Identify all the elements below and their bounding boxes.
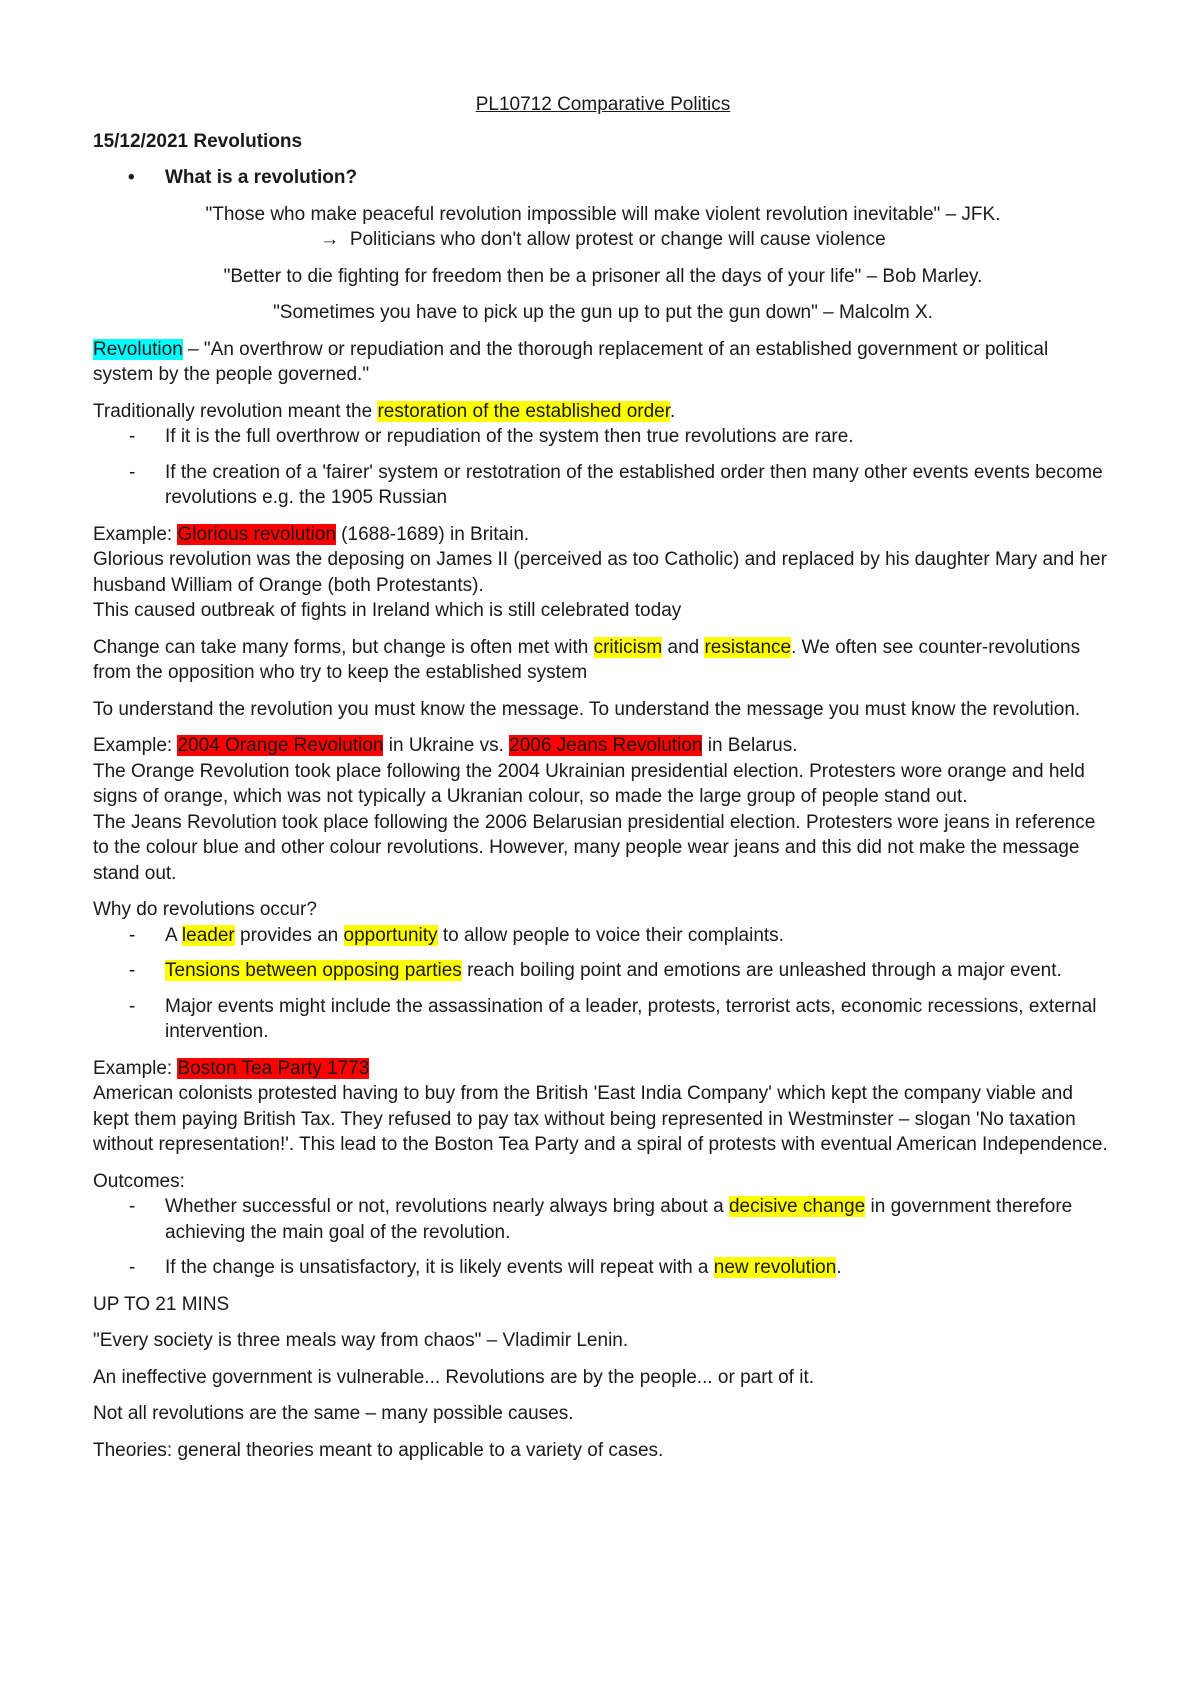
list-item [93,460,1113,511]
not-all-paragraph: Not all revolutions are the same – many possible causes. [93,1403,574,1424]
list-item-text: reach boiling point and emotions are unleashed through a major event. [461,960,1062,981]
list-item-text: If it is the full overthrow or repudiation of the system then true revolutions are rare. [165,426,854,447]
why-heading: Why do revolutions occur? [93,899,317,920]
quote-jfk-note [93,227,1113,253]
definition-text: – "An overthrow or repudiation and the thorough replacement of an established government or political system by the people governed." [93,338,1049,385]
quote-jfk: "Those who make peaceful revolution impossible will make violent revolution inevitable" – JFK. [205,203,1001,225]
list-item [93,1194,1113,1245]
definition-paragraph [93,337,1113,388]
orange-jeans-example [93,733,1113,759]
dash-marker: - [129,924,136,946]
traditional-list [93,424,1113,511]
list-item-text: If the change is unsatisfactory, it is likely events will repeat with a [165,1257,714,1278]
highlight-tensions: Tensions between opposing parties [165,960,462,981]
list-item [93,994,1113,1045]
outcomes-list [93,1194,1113,1281]
document-page [93,92,1113,1474]
list-item-text: A [165,924,182,946]
traditional-paragraph [93,399,1113,425]
dash-marker: - [129,426,136,447]
dash-marker: - [129,960,136,981]
lenin-quote: "Every society is three meals way from chaos" – Vladimir Lenin. [93,1330,629,1351]
list-item-text: If the creation of a 'fairer' system or restotration of the established order then many other events events become revolutions e.g. the 1905 Russian [165,461,1103,508]
highlight-established-order: restoration of the established order [377,400,671,422]
glorious-description: Glorious revolution was the deposing on James II (perceived as too Catholic) and replaced by his daughter Mary and her husband William of Orange (both Protestants). [93,549,1107,596]
list-item [93,923,1113,949]
arrow-icon: → [320,229,340,250]
example-label: Example: [93,1057,178,1079]
highlight-new-revolution: new revolution [713,1257,837,1278]
traditional-end: . [670,400,676,422]
highlight-decisive-change: decisive change [728,1196,866,1217]
outcomes-heading: Outcomes: [93,1170,185,1192]
definition-term: Revolution [93,338,183,360]
example-label: Example: [93,735,178,756]
list-item [93,958,1113,984]
up-to-note: UP TO 21 MINS [93,1293,230,1315]
theories-paragraph: Theories: general theories meant to applicable to a variety of cases. [93,1439,664,1461]
change-mid: and [662,636,705,658]
dash-marker: - [129,1196,136,1217]
highlight-leader: leader [181,924,235,946]
change-end: . We often see counter-revolutions from the opposition who try to keep the established system [93,636,1081,683]
understand-paragraph: To understand the revolution you must know the message. To understand the message you must know the revolution. [93,698,1081,720]
highlight-opportunity: opportunity [343,924,438,946]
list-item [93,424,1113,450]
date-heading: 15/12/2021 Revolutions [93,130,303,152]
dash-marker: - [129,461,136,483]
quote-jfk-note-text: Politicians who don't allow protest or change will cause violence [349,229,886,250]
jeans-description: The Jeans Revolution took place following the 2006 Belarusian presidential election. Protesters wore jeans in reference to the colour blue and other colour revolutions. However, many people wear jeans and this did not make the message stand out. [93,811,1096,884]
traditional-text: Traditionally revolution meant the [93,400,378,422]
list-item-text: provides an [234,924,344,946]
highlight-orange-revolution: 2004 Orange Revolution [177,735,384,756]
highlight-criticism: criticism [593,636,663,658]
list-item [93,1255,1113,1281]
list-item-text: Whether successful or not, revolutions nearly always bring about a [165,1196,729,1217]
section-heading [93,165,1113,191]
section-heading-text: What is a revolution? [165,167,358,188]
boston-description: American colonists protested having to buy from the British 'East India Company' which kept the company viable and kept them paying British Tax. They refused to pay tax without being represented in Westminster – slogan 'No taxation without representation!'. This lead to the Boston Tea Party and a spiral of protests with eventual American Independence. [93,1083,1108,1155]
example-label: Example: [93,523,178,545]
document-title: PL10712 Comparative Politics [475,94,731,115]
quote-marley: "Better to die fighting for freedom then be a prisoner all the days of your life" – Bob Marley. [223,265,983,287]
bullet-icon: • [128,167,135,188]
boston-example [93,1056,1113,1082]
ineffective-paragraph: An ineffective government is vulnerable... Revolutions are by the people... or part of it. [93,1366,814,1388]
quote-malcolm: "Sometimes you have to pick up the gun up to put the gun down" – Malcolm X. [273,302,933,323]
list-item-text: Major events might include the assassination of a leader, protests, terrorist acts, economic recessions, external intervention. [165,995,1097,1042]
list-item-text: in government therefore achieving the main goal of the revolution. [165,1196,1073,1243]
dash-marker: - [129,995,136,1017]
orange-description: The Orange Revolution took place following the 2004 Ukrainian presidential election. Protesters wore orange and held signs of orange, which was not typically a Ukranian colour, so made the large group of people stand out. [93,760,1085,807]
highlight-glorious-revolution: Glorious revolution [177,523,336,545]
dash-marker: - [129,1257,136,1278]
highlight-jeans-revolution: 2006 Jeans Revolution [509,735,703,756]
glorious-example-end: (1688-1689) in Britain. [335,523,530,545]
change-paragraph [93,635,1113,686]
orange-jeans-mid: in Ukraine vs. [383,735,510,756]
why-list [93,923,1113,1045]
list-item-text: to allow people to voice their complaints. [437,924,784,946]
highlight-boston-tea-party: Boston Tea Party 1773 [177,1057,370,1079]
list-item-text: . [836,1257,842,1278]
highlight-resistance: resistance [704,636,792,658]
orange-jeans-end: in Belarus. [702,735,798,756]
glorious-example [93,522,1113,548]
change-text: Change can take many forms, but change is often met with [93,636,594,658]
glorious-description-2: This caused outbreak of fights in Ireland which is still celebrated today [93,600,682,621]
